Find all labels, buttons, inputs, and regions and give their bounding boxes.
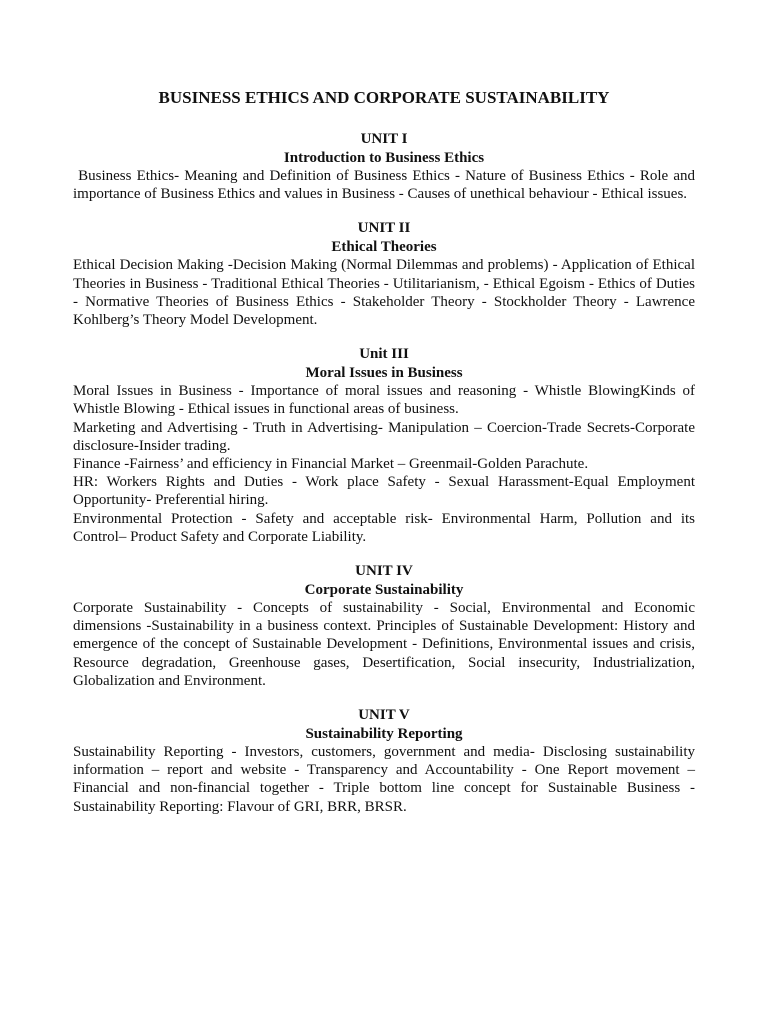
unit-4-label: UNIT IV	[355, 563, 413, 580]
unit-1-paragraph: Business Ethics- Meaning and Definition of Business Ethics - Nature of Business Ethics - Role and importance of Business Ethics and values in Business - Causes of unethical behaviour - Ethical issues.	[73, 168, 695, 203]
unit-1-label: UNIT I	[360, 131, 408, 147]
unit-3-title: Moral Issues in Business	[305, 364, 463, 381]
unit-2-label: UNIT II	[357, 220, 411, 237]
unit-3-section	[73, 345, 695, 546]
unit-5-label: UNIT V	[358, 707, 410, 724]
unit-1-title: Introduction to Business Ethics	[283, 149, 485, 166]
unit-3-paragraph-hr: HR: Workers Rights and Duties - Work place Safety - Sexual Harassment-Equal Employment Opportunity- Preferential hiring.	[73, 474, 695, 509]
unit-1-section	[73, 130, 695, 203]
syllabus-page	[73, 86, 695, 832]
unit-2-paragraph: Ethical Decision Making -Decision Making (Normal Dilemmas and problems) - Application of Ethical Theories in Business - Traditional Ethical Theories - Utilitarianism, - Ethical Egoism - Ethics of Duties - Normative Theories of Business Ethics - Stakeholder Theory - Stockholder Theory - Lawrence Kohlberg’s Theory Model Development.	[73, 257, 695, 329]
unit-3-paragraph-marketing: Marketing and Advertising - Truth in Advertising- Manipulation – Coercion-Trade Secrets-Corporate disclosure-Insider trading.	[73, 419, 695, 454]
unit-3-paragraph-moral-issues: Moral Issues in Business - Importance of moral issues and reasoning - Whistle BlowingKinds of Whistle Blowing - Ethical issues in functional areas of business.	[73, 383, 695, 418]
unit-4-section	[73, 562, 695, 690]
unit-5-paragraph: Sustainability Reporting - Investors, customers, government and media- Disclosing sustainability information – report and website - Transparency and Accountability - One Report movement – Financial and non-financial together - Triple bottom line concept for Sustainable Business - Sustainability Reporting: Flavour of GRI, BRR, BRSR.	[73, 744, 695, 815]
unit-3-label: Unit III	[359, 346, 409, 363]
unit-3-paragraph-environment: Environmental Protection - Safety and acceptable risk- Environmental Harm, Pollution and its Control– Product Safety and Corporate Liability.	[73, 510, 695, 545]
unit-5-title: Sustainability Reporting	[305, 725, 463, 742]
unit-2-title: Ethical Theories	[331, 238, 437, 255]
unit-4-paragraph: Corporate Sustainability - Concepts of sustainability - Social, Environmental and Economic dimensions -Sustainability in a business context. Principles of Sustainable Development: History and emergence of the concept of Sustainable Development - Definitions, Environmental issues and crisis, Resource degradation, Greenhouse gases, Desertification, Social insecurity, Industrialization, Globalization and Environment.	[73, 600, 695, 689]
unit-3-paragraph-finance: Finance -Fairness’ and efficiency in Financial Market – Greenmail-Golden Parachute.	[73, 456, 589, 473]
unit-2-section	[73, 219, 695, 329]
unit-4-title: Corporate Sustainability	[304, 581, 464, 598]
unit-5-section	[73, 706, 695, 816]
document-title: BUSINESS ETHICS AND CORPORATE SUSTAINABILITY	[158, 88, 610, 107]
